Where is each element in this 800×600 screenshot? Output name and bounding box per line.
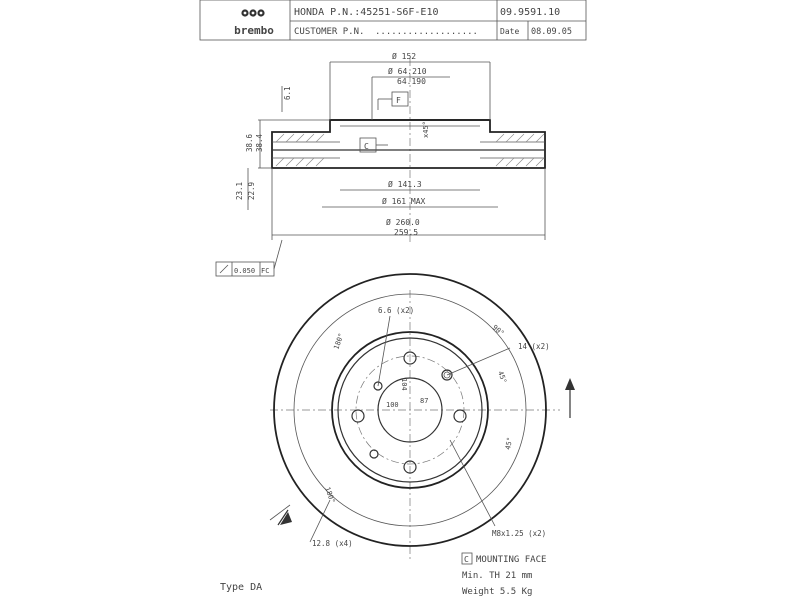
- label-angle-bottom: 180°: [323, 485, 337, 505]
- label-pcd-87: 87: [420, 397, 429, 405]
- customer-label: CUSTOMER P.N.: [294, 27, 365, 37]
- datum-f: F: [396, 96, 401, 105]
- label-pcd-100: 100: [386, 401, 399, 409]
- dim-hat: 6.1: [283, 86, 292, 100]
- brembo-part-number: 09.9591.10: [500, 7, 561, 18]
- dim-152: Ø 152: [392, 52, 417, 61]
- stud-hole: [352, 410, 364, 422]
- label-angle-left: 180°: [332, 332, 346, 351]
- label-angle-right2: 45°: [504, 436, 515, 451]
- rotation-arrow-right: [565, 378, 575, 418]
- face-view: [270, 274, 575, 560]
- notes: [220, 553, 546, 597]
- label-angle-top: 90°: [490, 323, 506, 338]
- dim-260a: Ø 260.0: [386, 218, 420, 227]
- flatness-callout: [216, 240, 282, 276]
- disc-section-outline: [272, 120, 545, 168]
- datum-c: C: [364, 142, 369, 151]
- chamfer-label: x45°: [422, 121, 430, 138]
- disc-type: Type DA: [220, 582, 263, 593]
- dim-hub-b: 64.190: [397, 77, 426, 86]
- oem-part-number: HONDA P.N.:45251-S6F-E10: [294, 7, 439, 18]
- label-angle-right1: 45°: [496, 369, 508, 385]
- weight: Weight 5.5 Kg: [462, 587, 533, 597]
- brand-name: brembo: [234, 24, 274, 37]
- label-slots: 12.8 (x4): [312, 539, 353, 548]
- dim-161: Ø 161 MAX: [382, 197, 426, 206]
- dim-hub-a: Ø 64.210: [388, 67, 427, 76]
- date-value: 08.09.05: [531, 27, 572, 37]
- stud-hole: [454, 410, 466, 422]
- dim-260b: 259.5: [394, 228, 419, 237]
- mounting-face-label: MOUNTING FACE: [476, 555, 547, 565]
- dim-height-a: 38.6: [245, 133, 254, 152]
- brembo-logo: [234, 9, 274, 37]
- min-thickness: Min. TH 21 mm: [462, 571, 533, 581]
- locator-hole: [370, 450, 378, 458]
- dim-offset-b: 22.9: [247, 181, 256, 200]
- section-view: [216, 51, 545, 276]
- customer-dots: ...................: [375, 27, 478, 37]
- dim-height-b: 38.4: [255, 133, 264, 152]
- label-stud: 14 (x2): [518, 342, 550, 351]
- date-label: Date: [500, 27, 520, 36]
- flatness-ref: FC: [261, 267, 270, 275]
- mounting-face-key: C: [464, 555, 469, 564]
- label-thread: M8x1.25 (x2): [492, 529, 547, 538]
- flatness-value: 0.050: [234, 267, 256, 275]
- dim-offset-a: 23.1: [235, 181, 244, 200]
- label-pcd-104: 104: [400, 378, 408, 391]
- title-block: [200, 0, 586, 40]
- dim-1413: Ø 141.3: [388, 180, 422, 189]
- label-holes: 6.6 (x2): [378, 306, 415, 315]
